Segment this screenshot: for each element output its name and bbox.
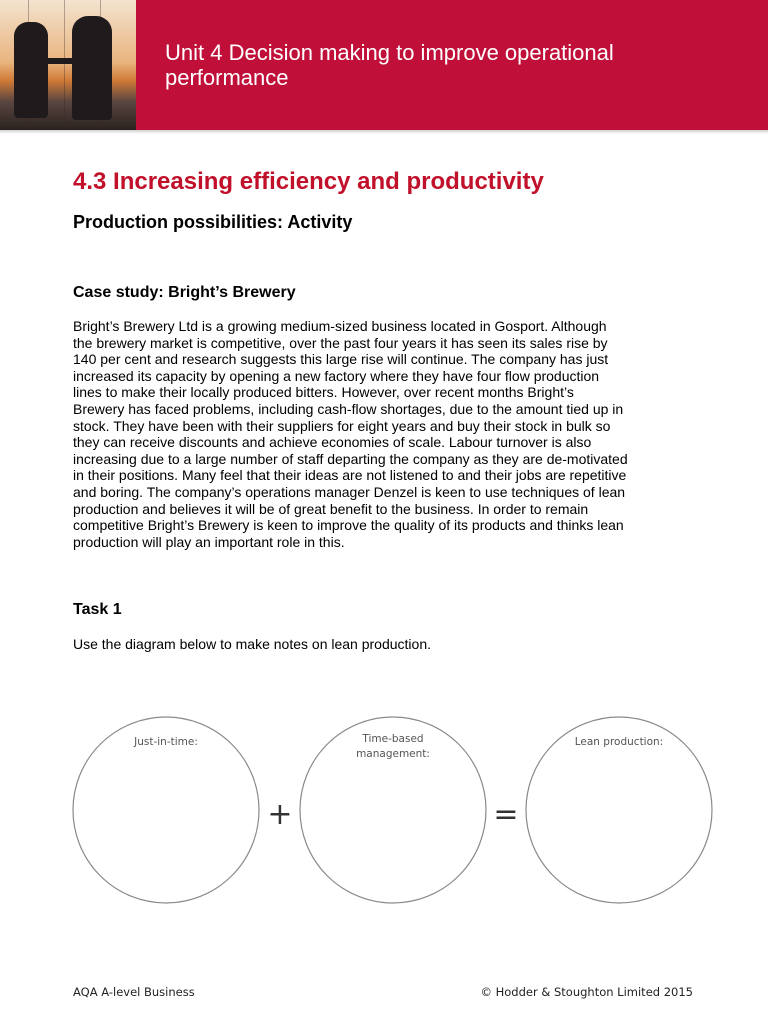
photo-silhouette-person [14,22,48,118]
lean-production-diagram [0,700,768,930]
unit-title-line1: Unit 4 Decision making to improve operational [165,40,614,65]
plus-sign: + [267,797,293,832]
paragraph-line: the brewery market is competitive, over the past four years it has seen its sales rise by [73,334,608,351]
photo-window-frame [64,0,65,130]
paragraph-line: increasing due to a large number of staff departing the company as they are de-motivated [73,450,628,467]
tbm-label-line1: Time-based [362,733,424,745]
lean-label: Lean production: [574,736,664,748]
header-photo [0,0,136,130]
case-study-paragraph [73,318,693,550]
section-title: 4.3 Increasing efficiency and productivity [73,168,544,195]
activity-subtitle: Production possibilities: Activity [73,212,353,232]
paragraph-line: production and believes it will be of great benefit to the business. In order to remain [73,500,589,517]
paragraph-line: in their positions. Many feel that their ideas are not listened to and their jobs are repetitive [73,467,627,484]
paragraph-line: they can receive discounts and achieve economies of scale. Labour turnover is also [73,434,592,451]
photo-silhouette-arm [40,58,84,64]
paragraph-line: lines to make their locally produced bitters. However, over recent months Bright’s [73,384,574,401]
footer-copyright: © Hodder & Stoughton Limited 2015 [480,985,693,999]
unit-title-line2: performance [165,65,289,90]
paragraph-line: competitive Bright’s Brewery is keen to improve the quality of its products and thinks lean [73,517,624,534]
paragraph-line: production will play an important role in this. [73,533,345,550]
tbm-label-line2: management: [356,748,430,760]
paragraph-line: Brewery has faced problems, including cash-flow shortages, due to the amount tied up in [73,400,624,417]
footer-course: AQA A-level Business [73,985,195,999]
paragraph-line: 140 per cent and research suggests this large rise will continue. The company has just [73,351,609,368]
paragraph-line: and boring. The company’s operations manager Denzel is keen to use techniques of lean [73,483,626,500]
task-instruction: Use the diagram below to make notes on lean production. [73,636,431,652]
jit-label: Just-in-time: [134,736,198,748]
equals-sign: = [493,797,519,832]
photo-silhouette-person [72,16,112,120]
paragraph-line: increased its capacity by opening a new factory where they have four flow production [73,367,600,384]
unit-title [165,40,725,90]
task-heading: Task 1 [73,601,122,618]
banner-shadow [0,130,768,134]
paragraph-line: Bright’s Brewery Ltd is a growing medium-sized business located in Gosport. Although [73,318,607,334]
paragraph-line: stock. They have been with their suppliers for eight years and buy their stock in bulk so [73,417,611,434]
case-study-heading: Case study: Bright’s Brewery [73,284,296,301]
